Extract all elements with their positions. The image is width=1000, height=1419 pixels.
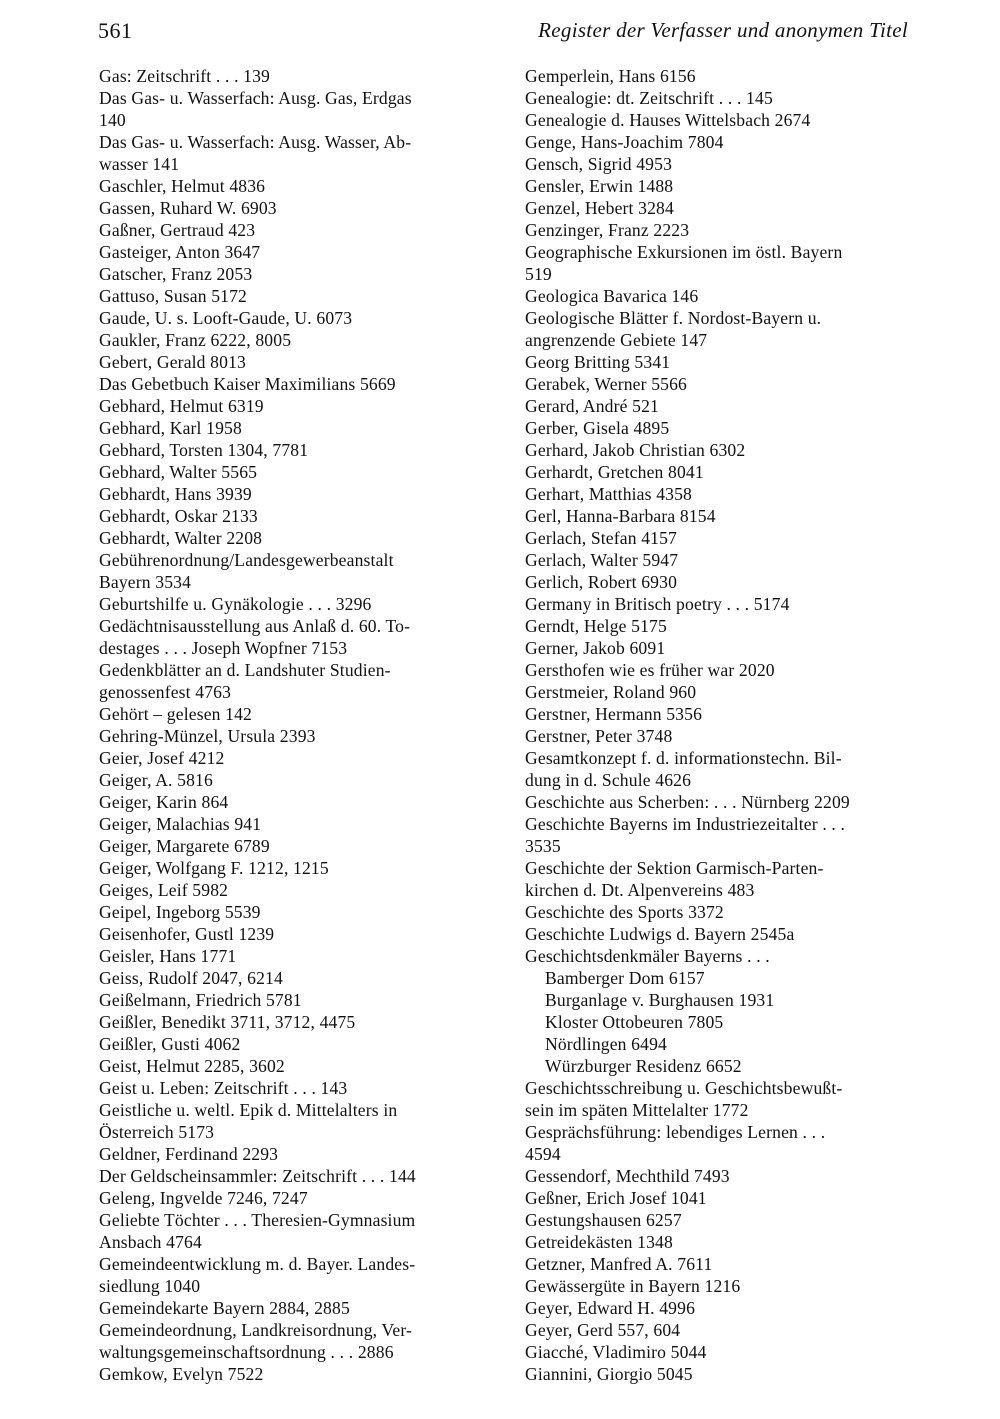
index-entry bbox=[525, 1121, 910, 1165]
index-entry bbox=[99, 879, 479, 901]
index-entry-line: Gemkow, Evelyn 7522 bbox=[99, 1364, 264, 1384]
index-entry-line: Bamberger Dom 6157 bbox=[545, 968, 705, 988]
index-entry-line: Geipel, Ingeborg 5539 bbox=[99, 902, 261, 922]
index-entry bbox=[99, 1165, 479, 1187]
index-entry-line: Geschichte aus Scherben: . . . Nürnberg 2209 bbox=[525, 792, 850, 812]
index-entry bbox=[525, 747, 910, 791]
index-entry-line: Ansbach 4764 bbox=[99, 1232, 202, 1252]
index-entry-line: Gas: Zeitschrift . . . 139 bbox=[99, 66, 271, 86]
index-entry bbox=[99, 131, 479, 175]
index-entry-line: Geldner, Ferdinand 2293 bbox=[99, 1144, 279, 1164]
index-entry bbox=[525, 131, 910, 153]
index-entry-line: wasser 141 bbox=[99, 154, 180, 174]
index-entry-line: kirchen d. Dt. Alpenvereins 483 bbox=[525, 880, 755, 900]
index-entry-line: Gebhardt, Hans 3939 bbox=[99, 484, 252, 504]
index-subentry bbox=[525, 989, 910, 1011]
index-entry bbox=[525, 1231, 910, 1253]
index-entry-line: Gemeindeordnung, Landkreisordnung, Ver- bbox=[99, 1320, 412, 1340]
index-entry-line: Gebhard, Torsten 1304, 7781 bbox=[99, 440, 309, 460]
index-entry-line: Gaßner, Gertraud 423 bbox=[99, 220, 256, 240]
index-entry bbox=[99, 1077, 479, 1099]
index-entry bbox=[99, 263, 479, 285]
index-entry bbox=[99, 1033, 479, 1055]
index-entry bbox=[525, 791, 910, 813]
index-entry bbox=[525, 1275, 910, 1297]
index-entry-line: Gaschler, Helmut 4836 bbox=[99, 176, 266, 196]
index-entry bbox=[525, 659, 910, 681]
index-entry-line: Geyer, Gerd 557, 604 bbox=[525, 1320, 681, 1340]
index-entry bbox=[99, 835, 479, 857]
index-entry bbox=[525, 417, 910, 439]
index-subentry bbox=[525, 1011, 910, 1033]
index-entry bbox=[525, 1319, 910, 1341]
index-entry bbox=[525, 527, 910, 549]
index-entry bbox=[525, 1341, 910, 1363]
index-entry bbox=[99, 1297, 479, 1319]
index-entry bbox=[525, 1187, 910, 1209]
index-entry-line: Gattuso, Susan 5172 bbox=[99, 286, 247, 306]
index-entry-line: Gesamtkonzept f. d. informationstechn. Bil- bbox=[525, 748, 842, 768]
index-entry-line: Geiger, Malachias 941 bbox=[99, 814, 262, 834]
index-entry bbox=[525, 637, 910, 659]
index-entry bbox=[525, 571, 910, 593]
index-entry bbox=[99, 725, 479, 747]
index-entry-line: Geburtshilfe u. Gynäkologie . . . 3296 bbox=[99, 594, 372, 614]
index-entry-line: Geschichte Ludwigs d. Bayern 2545a bbox=[525, 924, 795, 944]
index-entry bbox=[99, 197, 479, 219]
index-entry-line: Gassen, Ruhard W. 6903 bbox=[99, 198, 277, 218]
index-entry-line: Geschichtsdenkmäler Bayerns . . . bbox=[525, 946, 770, 966]
index-entry-line: Geologica Bavarica 146 bbox=[525, 286, 699, 306]
index-entry-line: Gerhard, Jakob Christian 6302 bbox=[525, 440, 746, 460]
index-entry-line: Geiger, Margarete 6789 bbox=[99, 836, 270, 856]
index-entry-line: Kloster Ottobeuren 7805 bbox=[545, 1012, 724, 1032]
index-entry-line: Gemeindekarte Bayern 2884, 2885 bbox=[99, 1298, 350, 1318]
index-subentry bbox=[525, 1055, 910, 1077]
index-entry bbox=[525, 241, 910, 285]
index-entry bbox=[525, 1363, 910, 1385]
index-entry-line: Gerstner, Hermann 5356 bbox=[525, 704, 703, 724]
index-entry-line: Geßner, Erich Josef 1041 bbox=[525, 1188, 707, 1208]
index-entry-line: Geiges, Leif 5982 bbox=[99, 880, 229, 900]
index-entry-line: Gerstner, Peter 3748 bbox=[525, 726, 673, 746]
index-entry bbox=[99, 505, 479, 527]
index-entry bbox=[525, 593, 910, 615]
index-entry bbox=[525, 703, 910, 725]
index-entry-line: 140 bbox=[99, 110, 126, 130]
index-entry-line: Geliebte Töchter . . . Theresien-Gymnasium bbox=[99, 1210, 416, 1230]
index-entry-line: Gebhard, Helmut 6319 bbox=[99, 396, 264, 416]
index-entry bbox=[525, 461, 910, 483]
index-entry-line: Gerlich, Robert 6930 bbox=[525, 572, 678, 592]
index-entry bbox=[99, 945, 479, 967]
index-entry-line: Gebhard, Walter 5565 bbox=[99, 462, 258, 482]
index-entry-line: Gerhardt, Gretchen 8041 bbox=[525, 462, 704, 482]
index-entry-line: Gebührenordnung/Landesgewerbeanstalt bbox=[99, 550, 394, 570]
index-entry bbox=[99, 1209, 479, 1253]
index-subentry bbox=[525, 967, 910, 989]
index-entry bbox=[99, 791, 479, 813]
index-entry bbox=[525, 1297, 910, 1319]
index-entry bbox=[99, 241, 479, 263]
index-entry bbox=[99, 1055, 479, 1077]
index-entry bbox=[525, 857, 910, 901]
index-entry-line: Geschichte Bayerns im Industriezeitalter . . . bbox=[525, 814, 846, 834]
index-entry bbox=[99, 461, 479, 483]
index-entry bbox=[99, 87, 479, 131]
index-entry-line: Gerlach, Stefan 4157 bbox=[525, 528, 678, 548]
index-entry-line: Würzburger Residenz 6652 bbox=[545, 1056, 742, 1076]
index-entry-line: dung in d. Schule 4626 bbox=[525, 770, 692, 790]
index-entry-line: Geleng, Ingvelde 7246, 7247 bbox=[99, 1188, 308, 1208]
index-entry bbox=[525, 483, 910, 505]
index-entry-line: angrenzende Gebiete 147 bbox=[525, 330, 708, 350]
index-entry-line: Gensch, Sigrid 4953 bbox=[525, 154, 673, 174]
index-column-left bbox=[99, 65, 479, 1385]
index-entry bbox=[99, 395, 479, 417]
index-entry bbox=[525, 197, 910, 219]
index-entry-line: sein im späten Mittelalter 1772 bbox=[525, 1100, 749, 1120]
index-entry-line: Gaukler, Franz 6222, 8005 bbox=[99, 330, 292, 350]
index-entry bbox=[525, 813, 910, 857]
index-entry-line: 3535 bbox=[525, 836, 561, 856]
index-entry-line: Geistliche u. weltl. Epik d. Mittelalters in bbox=[99, 1100, 398, 1120]
page-header bbox=[98, 18, 908, 52]
index-entry bbox=[99, 967, 479, 989]
index-entry bbox=[99, 1253, 479, 1297]
index-entry-line: Gerner, Jakob 6091 bbox=[525, 638, 666, 658]
index-entry bbox=[525, 307, 910, 351]
index-entry-line: 519 bbox=[525, 264, 552, 284]
index-entry bbox=[525, 439, 910, 461]
index-entry-line: Geologische Blätter f. Nordost-Bayern u. bbox=[525, 308, 822, 328]
index-entry bbox=[99, 1099, 479, 1143]
index-entry bbox=[99, 527, 479, 549]
index-entry-line: Nördlingen 6494 bbox=[545, 1034, 667, 1054]
index-entry bbox=[525, 65, 910, 87]
index-entry-line: Geist u. Leben: Zeitschrift . . . 143 bbox=[99, 1078, 348, 1098]
index-entry-line: waltungsgemeinschaftsordnung . . . 2886 bbox=[99, 1342, 394, 1362]
index-entry-line: Geiger, Wolfgang F. 1212, 1215 bbox=[99, 858, 329, 878]
running-title: Register der Verfasser und anonymen Titel bbox=[538, 18, 908, 42]
index-entry-line: Genealogie d. Hauses Wittelsbach 2674 bbox=[525, 110, 811, 130]
index-column-right bbox=[525, 65, 910, 1385]
index-entry-line: Bayern 3534 bbox=[99, 572, 192, 592]
index-entry bbox=[99, 417, 479, 439]
index-entry bbox=[99, 65, 479, 87]
index-entry-line: Geisler, Hans 1771 bbox=[99, 946, 237, 966]
index-entry bbox=[525, 505, 910, 527]
index-entry bbox=[525, 945, 910, 967]
index-entry bbox=[525, 175, 910, 197]
index-entry bbox=[525, 549, 910, 571]
index-entry bbox=[525, 725, 910, 747]
index-entry-line: Der Geldscheinsammler: Zeitschrift . . . 144 bbox=[99, 1166, 416, 1186]
index-entry bbox=[99, 307, 479, 329]
index-entry bbox=[99, 285, 479, 307]
index-entry-line: Gemeindeentwicklung m. d. Bayer. Landes- bbox=[99, 1254, 416, 1274]
index-entry-line: Getreidekästen 1348 bbox=[525, 1232, 673, 1252]
index-entry bbox=[525, 351, 910, 373]
index-entry-line: Geiger, Karin 864 bbox=[99, 792, 229, 812]
index-entry-line: Gessendorf, Mechthild 7493 bbox=[525, 1166, 730, 1186]
index-entry bbox=[99, 1011, 479, 1033]
index-entry-line: Giacché, Vladimiro 5044 bbox=[525, 1342, 707, 1362]
index-entry bbox=[99, 615, 479, 659]
index-entry-line: Geschichte des Sports 3372 bbox=[525, 902, 724, 922]
index-entry bbox=[99, 1363, 479, 1385]
index-entry-line: Gatscher, Franz 2053 bbox=[99, 264, 253, 284]
index-entry-line: Geschichte der Sektion Garmisch-Parten- bbox=[525, 858, 824, 878]
index-entry-line: Das Gas- u. Wasserfach: Ausg. Wasser, Ab- bbox=[99, 132, 412, 152]
index-entry-line: Gasteiger, Anton 3647 bbox=[99, 242, 261, 262]
index-entry bbox=[525, 901, 910, 923]
index-entry bbox=[525, 1165, 910, 1187]
index-entry-line: Gebhardt, Walter 2208 bbox=[99, 528, 263, 548]
index-entry bbox=[525, 285, 910, 307]
index-entry-line: genossenfest 4763 bbox=[99, 682, 232, 702]
index-entry-line: destages . . . Joseph Wopfner 7153 bbox=[99, 638, 348, 658]
index-entry bbox=[525, 615, 910, 637]
index-entry-line: Gerard, André 521 bbox=[525, 396, 659, 416]
index-entry-line: Gerabek, Werner 5566 bbox=[525, 374, 687, 394]
index-entry-line: Gehört – gelesen 142 bbox=[99, 704, 252, 724]
index-entry-line: Geißler, Benedikt 3711, 3712, 4475 bbox=[99, 1012, 356, 1032]
index-entry bbox=[525, 1209, 910, 1231]
index-entry-line: Gestungshausen 6257 bbox=[525, 1210, 682, 1230]
index-entry-line: siedlung 1040 bbox=[99, 1276, 201, 1296]
index-entry-line: Gebert, Gerald 8013 bbox=[99, 352, 246, 372]
index-entry-line: Geisenhofer, Gustl 1239 bbox=[99, 924, 275, 944]
index-entry-line: Gerndt, Helge 5175 bbox=[525, 616, 667, 636]
index-entry bbox=[99, 439, 479, 461]
index-entry bbox=[99, 813, 479, 835]
index-entry bbox=[525, 109, 910, 131]
index-entry-line: Gerl, Hanna-Barbara 8154 bbox=[525, 506, 716, 526]
index-entry bbox=[525, 1253, 910, 1275]
index-entry bbox=[99, 857, 479, 879]
index-entry-line: Geißler, Gusti 4062 bbox=[99, 1034, 241, 1054]
index-entry-line: Das Gas- u. Wasserfach: Ausg. Gas, Erdgas bbox=[99, 88, 412, 108]
index-entry bbox=[99, 329, 479, 351]
index-entry-line: Gebhard, Karl 1958 bbox=[99, 418, 242, 438]
index-entry-line: Georg Britting 5341 bbox=[525, 352, 671, 372]
index-entry bbox=[99, 1187, 479, 1209]
index-entry bbox=[99, 901, 479, 923]
index-entry-line: Gersthofen wie es früher war 2020 bbox=[525, 660, 775, 680]
index-entry-line: Gensler, Erwin 1488 bbox=[525, 176, 674, 196]
index-entry-line: 4594 bbox=[525, 1144, 561, 1164]
index-entry bbox=[525, 219, 910, 241]
index-entry-line: Gerhart, Matthias 4358 bbox=[525, 484, 692, 504]
index-entry bbox=[525, 373, 910, 395]
index-entry bbox=[99, 549, 479, 593]
index-entry-line: Gebhardt, Oskar 2133 bbox=[99, 506, 258, 526]
index-entry-line: Germany in Britisch poetry . . . 5174 bbox=[525, 594, 790, 614]
index-entry-line: Genge, Hans-Joachim 7804 bbox=[525, 132, 724, 152]
index-entry bbox=[525, 87, 910, 109]
index-entry-line: Das Gebetbuch Kaiser Maximilians 5669 bbox=[99, 374, 396, 394]
index-entry-line: Burganlage v. Burghausen 1931 bbox=[545, 990, 775, 1010]
index-entry bbox=[99, 747, 479, 769]
index-entry-line: Gehring-Münzel, Ursula 2393 bbox=[99, 726, 316, 746]
index-entry bbox=[99, 483, 479, 505]
index-entry bbox=[525, 1077, 910, 1121]
index-entry-line: Genealogie: dt. Zeitschrift . . . 145 bbox=[525, 88, 773, 108]
index-entry-line: Geographische Exkursionen im östl. Bayern bbox=[525, 242, 843, 262]
index-entry-line: Gewässergüte in Bayern 1216 bbox=[525, 1276, 741, 1296]
index-entry bbox=[525, 681, 910, 703]
index-entry-line: Gaude, U. s. Looft-Gaude, U. 6073 bbox=[99, 308, 353, 328]
index-entry-line: Giannini, Giorgio 5045 bbox=[525, 1364, 693, 1384]
index-entry-line: Geier, Josef 4212 bbox=[99, 748, 225, 768]
index-entry-line: Genzel, Hebert 3284 bbox=[525, 198, 674, 218]
index-entry-line: Geist, Helmut 2285, 3602 bbox=[99, 1056, 285, 1076]
index-entry bbox=[99, 703, 479, 725]
index-entry-line: Gerlach, Walter 5947 bbox=[525, 550, 679, 570]
index-entry-line: Gemperlein, Hans 6156 bbox=[525, 66, 696, 86]
index-entry bbox=[99, 1143, 479, 1165]
page-number: 561 bbox=[98, 18, 133, 43]
index-entry bbox=[99, 769, 479, 791]
index-entry bbox=[99, 593, 479, 615]
index-entry bbox=[99, 175, 479, 197]
index-entry bbox=[99, 659, 479, 703]
index-entry bbox=[99, 219, 479, 241]
index-entry-line: Genzinger, Franz 2223 bbox=[525, 220, 690, 240]
index-entry-line: Gedächtnisausstellung aus Anlaß d. 60. To- bbox=[99, 616, 411, 636]
index-entry-line: Geschichtsschreibung u. Geschichtsbewußt- bbox=[525, 1078, 843, 1098]
index-entry-line: Geißelmann, Friedrich 5781 bbox=[99, 990, 302, 1010]
index-entry bbox=[99, 923, 479, 945]
index-entry-line: Gedenkblätter an d. Landshuter Studien- bbox=[99, 660, 391, 680]
index-entry bbox=[99, 989, 479, 1011]
index-entry bbox=[99, 1319, 479, 1363]
index-entry-line: Geyer, Edward H. 4996 bbox=[525, 1298, 696, 1318]
index-entry bbox=[525, 153, 910, 175]
index-entry bbox=[99, 373, 479, 395]
index-entry-line: Österreich 5173 bbox=[99, 1122, 215, 1142]
index-entry-line: Gesprächsführung: lebendiges Lernen . . . bbox=[525, 1122, 826, 1142]
index-entry-line: Geiger, A. 5816 bbox=[99, 770, 213, 790]
index-entry-line: Gerber, Gisela 4895 bbox=[525, 418, 670, 438]
index-entry bbox=[99, 351, 479, 373]
index-entry bbox=[525, 395, 910, 417]
index-subentry bbox=[525, 1033, 910, 1055]
index-entry-line: Gerstmeier, Roland 960 bbox=[525, 682, 697, 702]
index-entry-line: Geiss, Rudolf 2047, 6214 bbox=[99, 968, 283, 988]
index-entry-line: Getzner, Manfred A. 7611 bbox=[525, 1254, 713, 1274]
index-entry bbox=[525, 923, 910, 945]
